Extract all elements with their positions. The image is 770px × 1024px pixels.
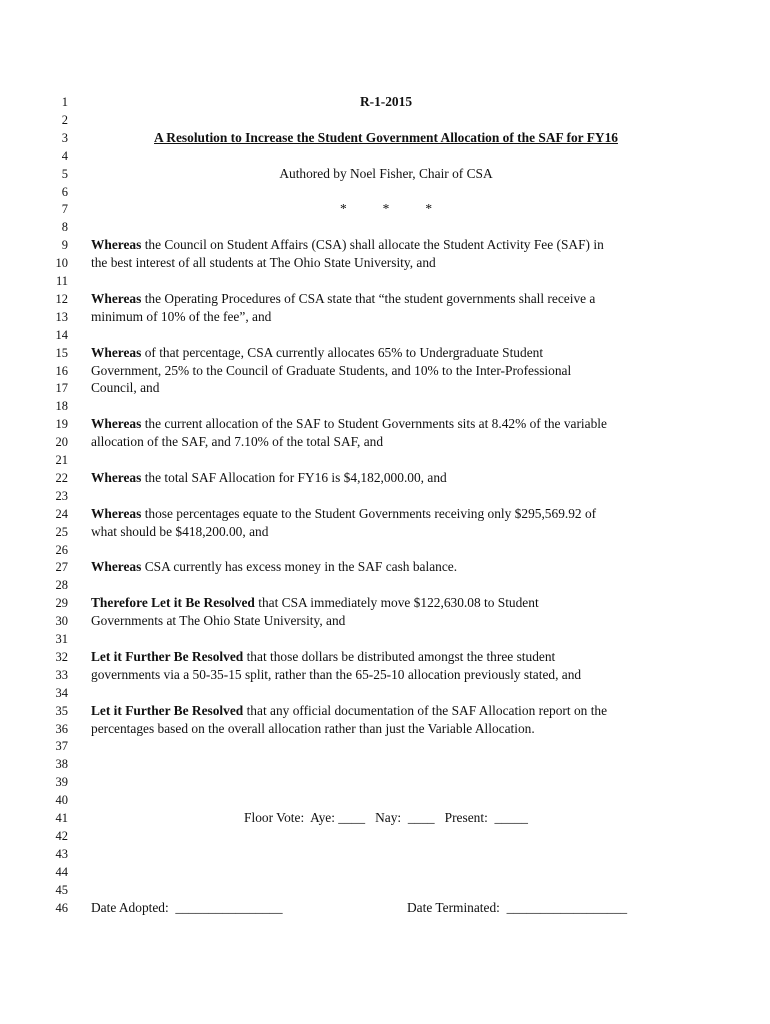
clause-text bbox=[91, 254, 436, 272]
document-line bbox=[0, 344, 770, 362]
line-number: 45 bbox=[55, 882, 68, 897]
clause-lead: Whereas bbox=[91, 469, 142, 485]
clause-body: that CSA immediately move $122,630.08 to Student bbox=[254, 595, 539, 611]
document-line bbox=[0, 630, 770, 648]
document-line bbox=[0, 111, 770, 129]
clause-text bbox=[91, 666, 581, 684]
clause-text bbox=[91, 469, 447, 487]
document-line bbox=[0, 576, 770, 594]
clause-lead: Whereas bbox=[91, 344, 142, 360]
line-number: 44 bbox=[55, 864, 68, 879]
clause-body: Government, 25% to the Council of Graduate Students, and 10% to the Inter-Professional bbox=[91, 362, 572, 378]
clause-lead: Whereas bbox=[91, 290, 142, 306]
clause-body: governments via a 50-35-15 split, rather than the 65-25-10 allocation previously stated, and bbox=[91, 666, 582, 682]
document-line bbox=[0, 433, 770, 451]
document-line bbox=[0, 487, 770, 505]
clause-body: Governments at The Ohio State University, and bbox=[91, 613, 346, 629]
document-line bbox=[0, 254, 770, 272]
clause-body: the current allocation of the SAF to Student Governments sits at 8.42% of the variable bbox=[141, 416, 607, 432]
document-line bbox=[0, 773, 770, 791]
document-line bbox=[0, 469, 770, 487]
clause-text bbox=[91, 702, 607, 720]
line-number: 7 bbox=[61, 202, 68, 217]
line-number: 28 bbox=[55, 578, 68, 593]
document-line bbox=[0, 755, 770, 773]
clause-body: percentages based on the overall allocation rather than just the Variable Allocation. bbox=[91, 720, 535, 736]
line-number: 40 bbox=[55, 793, 68, 808]
document-line bbox=[0, 147, 770, 165]
document-line bbox=[0, 379, 770, 397]
clause-body: the Council on Student Affairs (CSA) shall allocate the Student Activity Fee (SAF) in bbox=[141, 237, 604, 253]
line-number: 9 bbox=[61, 238, 68, 253]
clause-text bbox=[91, 505, 596, 523]
clause-text bbox=[91, 612, 345, 630]
separator-asterisk: * bbox=[425, 201, 433, 217]
author-line: Authored by Noel Fisher, Chair of CSA bbox=[279, 165, 493, 181]
line-number: 5 bbox=[61, 166, 68, 181]
document-line bbox=[0, 594, 770, 612]
line-number: 30 bbox=[55, 614, 68, 629]
document-line bbox=[0, 684, 770, 702]
document-line bbox=[0, 397, 770, 415]
clause-body: of that percentage, CSA currently allocates 65% to Undergraduate Student bbox=[141, 344, 544, 360]
clause-body: the total SAF Allocation for FY16 is $4,182,000.00, and bbox=[141, 469, 447, 485]
document-line bbox=[0, 236, 770, 254]
document-line bbox=[0, 93, 770, 111]
date-adopted-field: Date Adopted: ________________ bbox=[91, 899, 283, 915]
document-line bbox=[0, 272, 770, 290]
line-number: 37 bbox=[55, 739, 68, 754]
document-line bbox=[0, 523, 770, 541]
clause-body: Council, and bbox=[91, 380, 160, 396]
line-number: 15 bbox=[55, 345, 68, 360]
document-line bbox=[0, 702, 770, 720]
line-number: 11 bbox=[55, 274, 68, 288]
line-number: 17 bbox=[55, 381, 68, 396]
line-number: 14 bbox=[55, 327, 68, 342]
clause-body: those percentages equate to the Student Governments receiving only $295,569.92 of bbox=[141, 505, 597, 521]
clause-lead: Let it Further Be Resolved bbox=[91, 648, 244, 664]
document-line bbox=[0, 183, 770, 201]
clause-body: that any official documentation of the SAF Allocation report on the bbox=[243, 702, 608, 718]
clause-lead: Whereas bbox=[91, 559, 142, 575]
line-number: 4 bbox=[61, 148, 68, 163]
clause-body: allocation of the SAF, and 7.10% of the total SAF, and bbox=[91, 434, 384, 450]
clause-body: CSA currently has excess money in the SAF cash balance. bbox=[141, 559, 458, 575]
line-number: 13 bbox=[55, 309, 68, 324]
clause-lead: Let it Further Be Resolved bbox=[91, 702, 244, 718]
clause-body: the Operating Procedures of CSA state that “the student governments shall receive a bbox=[141, 290, 596, 306]
resolution-title: A Resolution to Increase the Student Government Allocation of the SAF for FY16 bbox=[154, 129, 618, 145]
line-number: 19 bbox=[55, 417, 68, 432]
line-number: 36 bbox=[55, 721, 68, 736]
clause-lead: Whereas bbox=[91, 416, 142, 432]
resolution-number: R-1-2015 bbox=[359, 94, 413, 109]
line-number: 32 bbox=[55, 649, 68, 664]
line-number: 22 bbox=[55, 470, 68, 485]
line-number: 16 bbox=[55, 363, 68, 378]
document-line bbox=[0, 881, 770, 899]
clause-text bbox=[91, 290, 595, 308]
clause-lead: Therefore Let it Be Resolved bbox=[91, 595, 255, 611]
document-line bbox=[0, 541, 770, 559]
document-line bbox=[0, 809, 770, 827]
document-line bbox=[0, 326, 770, 344]
line-number: 31 bbox=[55, 632, 68, 646]
line-number: 27 bbox=[55, 560, 68, 575]
line-number: 42 bbox=[55, 828, 68, 843]
separator-asterisk: * bbox=[382, 201, 390, 217]
line-number: 26 bbox=[55, 542, 68, 557]
document-line bbox=[0, 737, 770, 755]
document-line bbox=[0, 558, 770, 576]
clause-text bbox=[91, 720, 535, 738]
line-number: 12 bbox=[55, 291, 68, 306]
line-number: 34 bbox=[55, 685, 68, 700]
line-number: 25 bbox=[55, 524, 68, 539]
line-number: 10 bbox=[55, 256, 68, 271]
line-number: 1 bbox=[61, 95, 68, 109]
line-number: 41 bbox=[55, 811, 68, 825]
document-line bbox=[0, 827, 770, 845]
document-line bbox=[0, 362, 770, 380]
line-number: 20 bbox=[55, 435, 68, 450]
clause-text bbox=[91, 648, 555, 666]
clause-body: what should be $418,200.00, and bbox=[91, 523, 269, 539]
clause-text bbox=[91, 415, 607, 433]
document-line bbox=[0, 505, 770, 523]
line-number: 35 bbox=[55, 703, 68, 718]
document-line bbox=[0, 720, 770, 738]
clause-lead: Whereas bbox=[91, 237, 142, 253]
document-line bbox=[0, 451, 770, 469]
line-number: 24 bbox=[55, 506, 68, 521]
line-number: 18 bbox=[55, 399, 68, 414]
line-number: 6 bbox=[61, 184, 68, 199]
clause-body: the best interest of all students at The Ohio State University, and bbox=[91, 255, 436, 271]
line-number: 46 bbox=[55, 900, 68, 915]
document-line bbox=[0, 666, 770, 684]
document-line bbox=[0, 290, 770, 308]
line-number: 29 bbox=[55, 596, 68, 611]
document-line bbox=[0, 791, 770, 809]
clause-body: that those dollars be distributed amongst the three student bbox=[243, 648, 556, 664]
document-line bbox=[0, 845, 770, 863]
separator-asterisk: * bbox=[339, 201, 347, 217]
clause-text bbox=[91, 558, 457, 576]
document-line bbox=[0, 308, 770, 326]
document-line bbox=[0, 899, 770, 917]
clause-text bbox=[91, 236, 604, 254]
document-line bbox=[0, 415, 770, 433]
clause-text bbox=[91, 362, 571, 380]
clause-text bbox=[91, 523, 268, 541]
floor-vote-line: Floor Vote: Aye: ____ Nay: ____ Present: _____ bbox=[244, 810, 528, 825]
document-line bbox=[0, 129, 770, 147]
section-separator bbox=[91, 200, 681, 218]
clause-text bbox=[91, 379, 159, 397]
clause-text bbox=[91, 594, 539, 612]
line-number: 33 bbox=[55, 667, 68, 682]
line-number: 21 bbox=[55, 453, 68, 467]
clause-text bbox=[91, 344, 543, 362]
line-number: 43 bbox=[55, 846, 68, 861]
clause-body: minimum of 10% of the fee”, and bbox=[91, 308, 272, 324]
document-line bbox=[0, 165, 770, 183]
line-number: 23 bbox=[55, 488, 68, 503]
document-line bbox=[0, 648, 770, 666]
line-number: 2 bbox=[61, 112, 68, 127]
line-number: 39 bbox=[55, 775, 68, 790]
line-number: 8 bbox=[61, 220, 68, 235]
clause-lead: Whereas bbox=[91, 505, 142, 521]
clause-text bbox=[91, 433, 383, 451]
document-line bbox=[0, 612, 770, 630]
line-number: 38 bbox=[55, 757, 68, 772]
line-number: 3 bbox=[61, 130, 68, 145]
document-line bbox=[0, 200, 770, 218]
document-line bbox=[0, 863, 770, 881]
clause-text bbox=[91, 308, 271, 326]
document-line bbox=[0, 218, 770, 236]
date-terminated-field: Date Terminated: __________________ bbox=[407, 899, 628, 915]
